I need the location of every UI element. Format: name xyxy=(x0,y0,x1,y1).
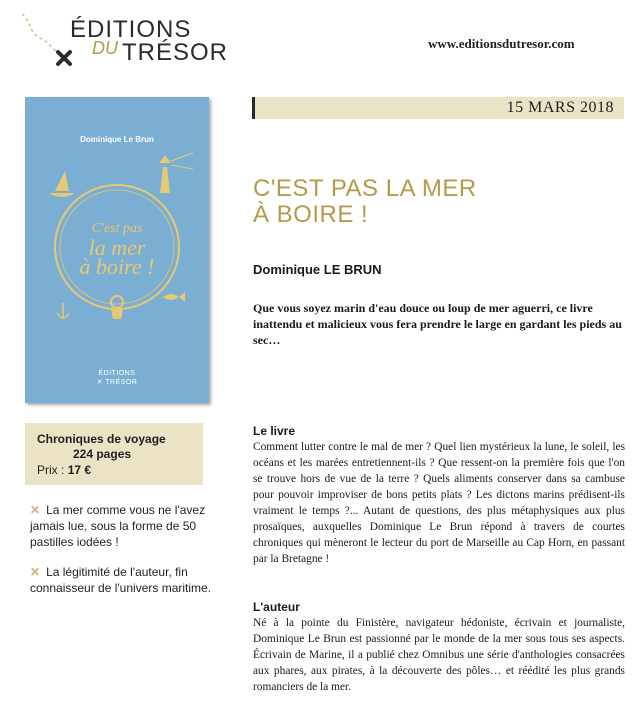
logo-tresor-text: TRÉSOR xyxy=(122,39,229,66)
cover-title-line1: C'est pas xyxy=(91,221,143,236)
book-title-line2: À BOIRE ! xyxy=(253,201,369,228)
book-title xyxy=(253,176,477,228)
book-cover xyxy=(25,97,209,403)
cover-title-line2: la mer xyxy=(88,235,146,260)
publisher-logo xyxy=(18,8,238,70)
book-title-line1: C'EST PAS LA MER xyxy=(253,175,477,202)
cover-publisher-logo xyxy=(25,369,209,387)
book-info-box xyxy=(25,423,203,485)
book-pitch: Que vous soyez marin d'eau douce ou loup de mer aguerri, ce livre inattendu et malicieux vous fera prendre le large en gardant les pieds au sec… xyxy=(253,301,622,347)
cover-publisher-line2: ✕ TRÉSOR xyxy=(96,379,138,386)
website-link[interactable]: www.editionsdutresor.com xyxy=(428,36,575,51)
selling-point-text: La légitimité de l'auteur, fin connaisseur de l'univers maritime. xyxy=(30,565,212,595)
author-section-text: Né à la pointe du Finistère, navigateur hédoniste, écrivain et journaliste, Dominique Le Brun est passionné par le monde de la mer sous tous ses aspects. Écrivain de Marine, il a publié chez Omnibus une série d'anthologies consacrées aux phares, aux pirates, à la découverte des pôles… et réédité les plus grands romanciers de la mer. xyxy=(253,617,625,693)
book-author: Dominique LE BRUN xyxy=(253,262,382,277)
cross-bullet-icon: ✕ xyxy=(30,503,41,517)
logo-editions-text: ÉDITIONS xyxy=(70,16,192,43)
book-section-text: Comment lutter contre le mal de mer ? Quel lien mystérieux la lune, le soleil, les océans et les marées entretiennent-ils ? Que ressent-on la première fois que l'on se trouve hors de vue de la terre ? Quels aliments conserver dans sa cambuse pour pouvoir improviser de bons petits plats ? Les dictons marins prédisent-ils vraiment le temps ?... Autant de questions, des plus métaphysiques aux plus prosaïques, auxquelles Dominique Le Brun répond à travers de courtes chroniques qui mèneront le lecteur du port de Marseille au Cap Horn, en passant par la Bretagne ! xyxy=(253,441,625,565)
cross-bullet-icon: ✕ xyxy=(30,565,41,579)
release-date: 15 MARS 2018 xyxy=(506,99,614,116)
logo-du-text: DU xyxy=(92,38,118,58)
cover-title-line3: à boire ! xyxy=(79,254,155,279)
book-category: Chroniques de voyage xyxy=(37,432,166,446)
cover-publisher-line1: ÉDITIONS xyxy=(98,370,136,377)
author-section-heading: L'auteur xyxy=(253,600,300,614)
book-pages: 224 pages xyxy=(73,447,132,461)
cover-title xyxy=(25,219,209,279)
selling-point xyxy=(30,502,230,550)
price-label: Prix : xyxy=(37,463,65,477)
selling-point xyxy=(30,564,230,596)
cover-author: Dominique Le Brun xyxy=(80,135,154,144)
selling-point-text: La mer comme vous ne l'avez jamais lue, sous la forme de 50 pastilles iodées ! xyxy=(30,503,206,549)
book-section-heading: Le livre xyxy=(253,424,296,438)
book-price xyxy=(37,463,91,477)
price-value: 17 € xyxy=(67,463,92,477)
date-bar xyxy=(252,97,624,119)
